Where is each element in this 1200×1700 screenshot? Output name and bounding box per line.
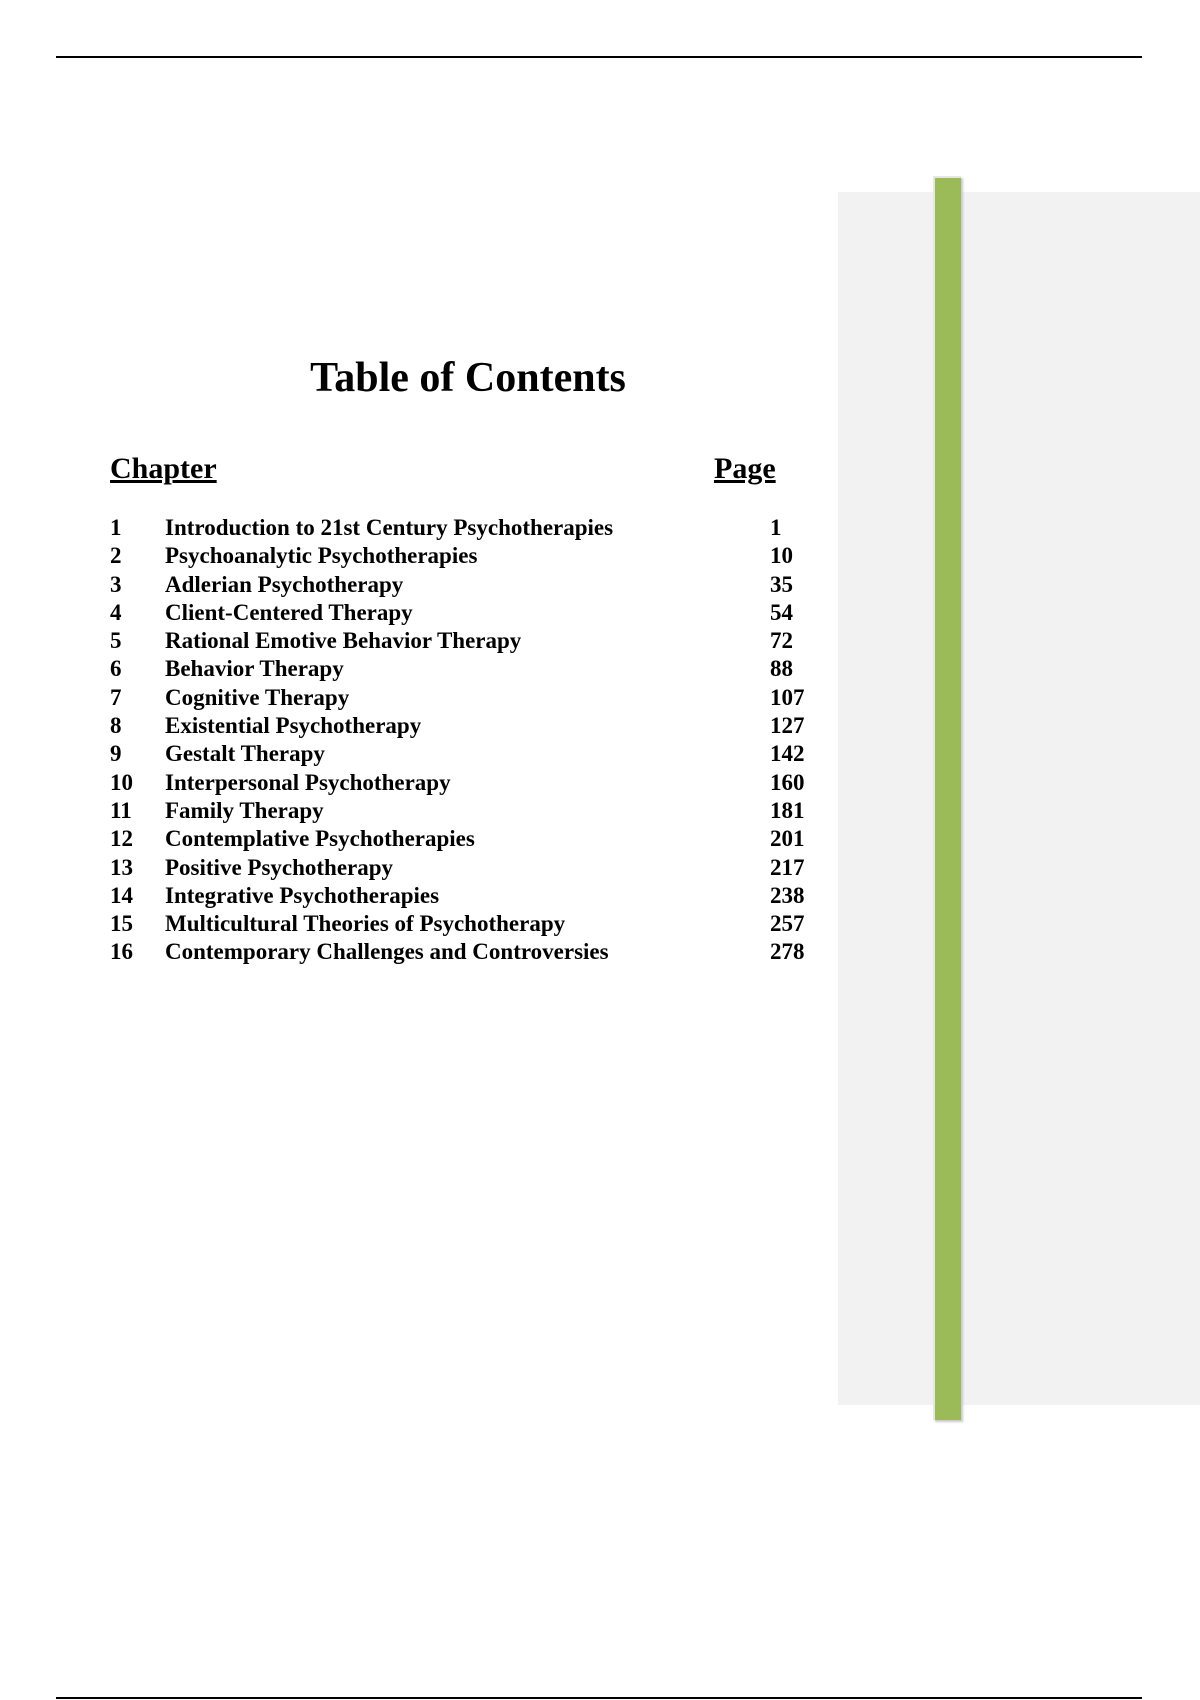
chapter-number: 5	[110, 628, 122, 654]
chapter-number: 16	[110, 939, 133, 965]
chapter-number: 1	[110, 515, 122, 540]
chapter-number: 7	[110, 684, 122, 710]
page-number: 142	[770, 741, 805, 767]
toc-entry	[110, 712, 810, 740]
chapter-title: Integrative Psychotherapies	[165, 882, 440, 908]
page-column-header: Page	[714, 452, 776, 485]
chapter-number: 15	[110, 911, 133, 937]
page-number: 107	[770, 684, 805, 710]
toc-entry	[110, 542, 810, 570]
chapter-number: 3	[110, 571, 122, 597]
page-number: 257	[770, 911, 805, 937]
toc-entry	[110, 740, 810, 768]
page-number: 217	[770, 854, 805, 880]
chapter-title: Behavior Therapy	[165, 656, 344, 682]
chapter-title: Positive Psychotherapy	[165, 854, 394, 880]
page-number: 160	[770, 769, 805, 795]
chapter-title: Adlerian Psychotherapy	[165, 571, 404, 597]
page-number: 201	[770, 826, 805, 852]
chapter-number: 14	[110, 882, 133, 908]
chapter-title: Contemporary Challenges and Controversies	[165, 939, 609, 965]
page-number: 10	[770, 543, 793, 569]
chapter-title: Existential Psychotherapy	[165, 713, 422, 739]
chapter-title: Gestalt Therapy	[165, 741, 325, 767]
toc-entry	[110, 825, 810, 853]
toc-entry	[110, 514, 810, 542]
chapter-title: Family Therapy	[165, 797, 324, 823]
page-number: 238	[770, 882, 805, 908]
chapter-title: Cognitive Therapy	[165, 684, 350, 710]
bottom-rule	[56, 1697, 1142, 1699]
page-number: 54	[770, 599, 793, 625]
accent-bar	[933, 176, 961, 1420]
toc-entry	[110, 655, 810, 683]
chapter-number: 10	[110, 769, 133, 795]
toc-entry	[110, 571, 810, 599]
chapter-title: Interpersonal Psychotherapy	[165, 769, 451, 795]
toc-list	[110, 514, 810, 967]
toc-entry	[110, 854, 810, 882]
page-number: 127	[770, 713, 805, 739]
page-number: 1	[770, 515, 782, 540]
toc-entry	[110, 599, 810, 627]
page-number: 181	[770, 797, 805, 823]
chapter-number: 9	[110, 741, 122, 767]
chapter-number: 13	[110, 854, 133, 880]
chapter-number: 4	[110, 599, 122, 625]
page-number: 278	[770, 939, 805, 965]
toc-entry	[110, 910, 810, 938]
page-number: 35	[770, 571, 793, 597]
chapter-column-header: Chapter	[110, 452, 217, 485]
chapter-title: Contemplative Psychotherapies	[165, 826, 475, 852]
chapter-title: Multicultural Theories of Psychotherapy	[165, 911, 566, 937]
toc-entry	[110, 797, 810, 825]
toc-entry	[110, 627, 810, 655]
top-rule	[56, 56, 1142, 58]
page-number: 72	[770, 628, 793, 654]
toc-entry	[110, 938, 810, 966]
page-number: 88	[770, 656, 793, 682]
chapter-number: 2	[110, 543, 122, 569]
toc-entry	[110, 769, 810, 797]
toc-entry	[110, 882, 810, 910]
chapter-number: 6	[110, 656, 122, 682]
chapter-title: Psychoanalytic Psychotherapies	[165, 543, 478, 569]
chapter-title: Client-Centered Therapy	[165, 599, 413, 625]
chapter-title: Rational Emotive Behavior Therapy	[165, 628, 522, 654]
chapter-number: 12	[110, 826, 133, 852]
chapter-number: 8	[110, 713, 122, 739]
chapter-title: Introduction to 21st Century Psychotherapies	[165, 515, 614, 540]
toc-entry	[110, 684, 810, 712]
chapter-number: 11	[110, 797, 132, 823]
page-title: Table of Contents	[310, 355, 626, 401]
